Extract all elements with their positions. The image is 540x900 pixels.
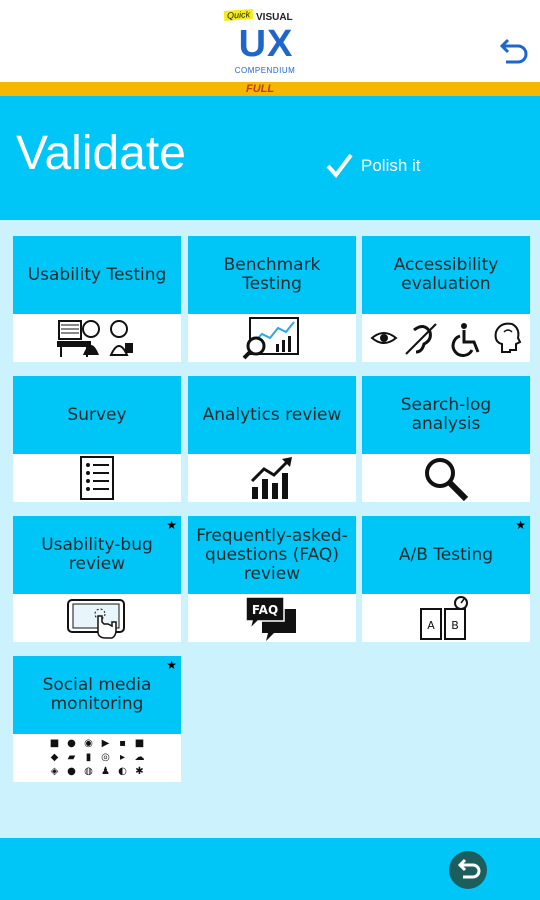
tablet-touch-icon: [66, 596, 128, 640]
ab-label-a: A: [427, 619, 435, 632]
behance-icon: ●: [67, 766, 76, 777]
ab-label-b: B: [451, 619, 459, 632]
faq-bubble-icon: [244, 595, 300, 641]
star-icon: ★: [166, 518, 177, 532]
benchmark-chart-icon: [242, 316, 302, 360]
card-label: Social media monitoring: [42, 675, 152, 714]
polish-it-toggle[interactable]: [325, 151, 421, 181]
edition-bar: [0, 82, 540, 96]
yelp-icon: ✱: [135, 766, 144, 777]
back-button[interactable]: [448, 850, 488, 890]
analytics-growth-icon: [248, 455, 296, 501]
card-image: [362, 594, 530, 642]
dribbble-icon: ◍: [84, 766, 93, 777]
magnifier-icon: [422, 455, 470, 501]
card-header: [13, 236, 181, 314]
usability-testing-icon: [55, 317, 139, 359]
accessibility-icons: [366, 318, 526, 358]
polish-it-label: Polish it: [361, 156, 421, 175]
card-image: [13, 454, 181, 502]
card-header: [13, 376, 181, 454]
youtube-icon: ▶: [101, 738, 110, 749]
card-faq-review[interactable]: [188, 516, 356, 642]
method-grid: [0, 220, 540, 838]
logo-quick-text: Quick: [224, 9, 254, 21]
card-survey[interactable]: [13, 376, 181, 502]
card-ab-testing[interactable]: [362, 516, 530, 642]
card-image: [13, 314, 181, 362]
star-icon: ★: [515, 518, 526, 532]
card-benchmark-testing[interactable]: [188, 236, 356, 362]
card-image: [188, 314, 356, 362]
page-title: Validate: [16, 127, 186, 180]
card-header: [362, 516, 530, 594]
video-icon: ▰: [67, 752, 76, 763]
card-header: [188, 376, 356, 454]
user-icon: ♟: [101, 766, 110, 777]
bottom-bar: [0, 838, 540, 900]
card-label: Analytics review: [202, 404, 342, 425]
card-label: Survey: [67, 404, 127, 425]
card-label: Usability Testing: [27, 264, 167, 285]
linkedin-square-icon: ■: [134, 738, 145, 749]
linkedin-icon: ▪: [119, 738, 126, 749]
app-header: [0, 0, 540, 82]
card-usability-testing[interactable]: [13, 236, 181, 362]
foursquare-icon: ◆: [50, 752, 59, 763]
title-band: [0, 96, 540, 220]
card-image: [13, 594, 181, 642]
card-usability-bug-review[interactable]: [13, 516, 181, 642]
edition-label: FULL: [246, 83, 275, 95]
card-social-media-monitoring[interactable]: [13, 656, 181, 780]
card-label: Frequently-asked-questions (FAQ) review: [196, 525, 348, 584]
whatsapp-icon: ◉: [84, 738, 93, 749]
twitter-icon: ▸: [119, 752, 126, 763]
tumblr-icon: ▮: [85, 752, 92, 763]
ab-test-icon: [417, 595, 475, 641]
card-image: [362, 454, 530, 502]
map-pin-icon: ●: [67, 738, 76, 749]
skype-icon: ◎: [101, 752, 110, 763]
logo-ux-text: UX: [238, 23, 294, 65]
cloud-icon: ☁: [134, 752, 145, 763]
facebook-icon: ■: [49, 738, 60, 749]
app-logo: [220, 6, 310, 82]
card-header: [188, 516, 356, 594]
card-label: A/B Testing: [398, 544, 494, 565]
card-label: Search-log analysis: [400, 395, 492, 434]
card-header: [362, 376, 530, 454]
card-header: [13, 656, 181, 734]
checkmark-icon: [325, 152, 353, 180]
card-image: [188, 594, 356, 642]
logo-compendium-text: COMPENDIUM: [234, 66, 296, 75]
back-arrow-icon[interactable]: [494, 34, 530, 70]
survey-checklist-icon: [79, 455, 115, 501]
dropbox-icon: ◈: [50, 766, 59, 777]
social-media-icons: [48, 739, 147, 777]
card-image: [188, 454, 356, 502]
star-icon: ★: [166, 658, 177, 672]
card-analytics-review[interactable]: [188, 376, 356, 502]
card-accessibility-evaluation[interactable]: [362, 236, 530, 362]
logo-visual-text: VISUAL: [256, 12, 293, 23]
card-label: Accessibility evaluation: [393, 255, 499, 294]
card-image: [13, 734, 181, 782]
card-image: [362, 314, 530, 362]
back-circle-icon: [448, 850, 488, 890]
card-search-log-analysis[interactable]: [362, 376, 530, 502]
card-header: [13, 516, 181, 594]
google-plus-icon: ◐: [118, 766, 127, 777]
card-header: [188, 236, 356, 314]
card-label: Usability-bug review: [41, 535, 153, 574]
faq-icon-text: FAQ: [251, 603, 279, 617]
card-label: Benchmark Testing: [223, 255, 321, 294]
card-header: [362, 236, 530, 314]
